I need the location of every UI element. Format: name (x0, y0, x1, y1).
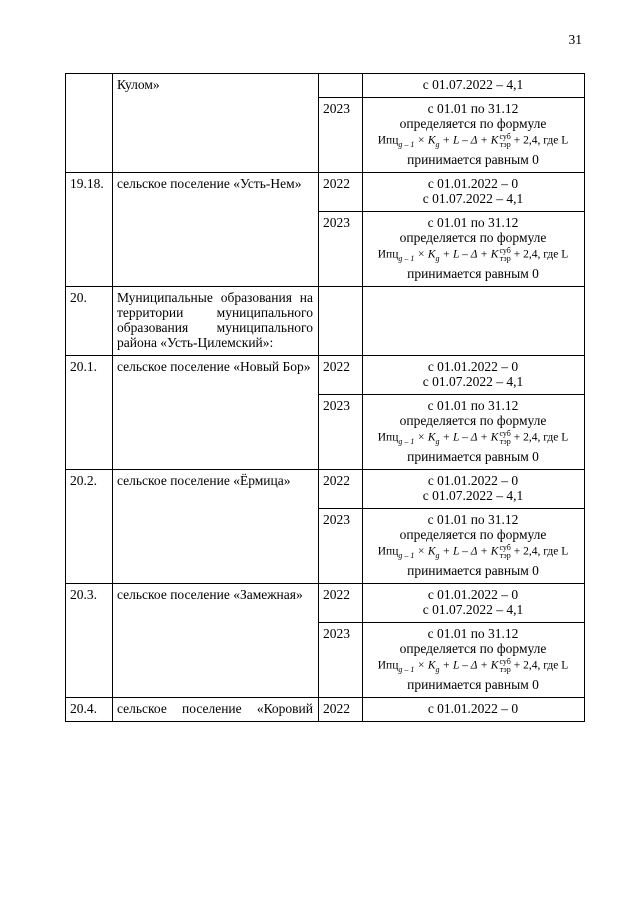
row-number: 20.2. (66, 469, 113, 583)
period-description (363, 172, 585, 211)
row-number: 20.3. (66, 583, 113, 697)
period-line: с 01.07.2022 – 4,1 (422, 373, 524, 389)
formula-k-sub: g (435, 550, 440, 560)
municipality-name: сельское поселение «Коровий (113, 697, 319, 721)
period-description (363, 74, 585, 98)
price-formula (378, 658, 569, 677)
price-formula (378, 133, 569, 152)
formula-prefix-sub: g – 1 (398, 253, 415, 263)
period-year: 2022 (319, 469, 363, 508)
formula-line (367, 131, 579, 152)
period-line: с 01.01.2022 – 0 (427, 175, 519, 191)
row-number: 20.1. (66, 355, 113, 469)
formula-prefix: Ипц (377, 134, 399, 147)
period-year: 2022 (319, 697, 363, 721)
formula-k-sub2: тэр (499, 550, 511, 560)
municipality-name: Кулом» (113, 74, 319, 173)
period-year (319, 286, 363, 355)
period-year: 2022 (319, 355, 363, 394)
formula-middle: + L – Δ + K (439, 431, 499, 444)
price-formula (378, 247, 569, 266)
row-number: 19.18. (66, 172, 113, 286)
formula-k-index (499, 658, 510, 674)
period-year: 2023 (319, 394, 363, 469)
period-description (363, 508, 585, 583)
municipality-name: сельское поселение «Ёрмица» (113, 469, 319, 583)
formula-suffix: + 2,4, где L (510, 545, 569, 558)
formula-k-index (499, 544, 510, 560)
formula-k-sub2: тэр (499, 253, 511, 263)
period-line: с 01.01 по 31.12 (427, 397, 519, 413)
row-number: 20.4. (66, 697, 113, 721)
row-number: 20. (66, 286, 113, 355)
formula-k-sub2: тэр (499, 436, 511, 446)
table-row (66, 697, 585, 721)
period-line: с 01.01.2022 – 0 (427, 358, 519, 374)
formula-k-sub: g (435, 664, 440, 674)
formula-k-sub: g (435, 436, 440, 446)
period-line: определяется по формуле (399, 229, 547, 245)
formula-k-sup: суб (499, 542, 511, 552)
table-row (66, 74, 585, 98)
period-line: определяется по формуле (399, 116, 547, 131)
formula-middle: + L – Δ + K (439, 545, 499, 558)
period-line: с 01.01.2022 – 0 (427, 586, 519, 602)
table-row (66, 172, 585, 211)
period-year: 2023 (319, 508, 363, 583)
period-line: с 01.07.2022 – 4,1 (422, 487, 524, 503)
period-note: принимается равным 0 (407, 676, 539, 692)
period-description (363, 286, 585, 355)
formula-prefix-sub: g – 1 (398, 550, 415, 560)
table-row (66, 355, 585, 394)
formula-k-sub2: тэр (499, 140, 511, 149)
period-description (363, 211, 585, 286)
period-line: с 01.07.2022 – 4,1 (422, 601, 524, 617)
period-year: 2023 (319, 98, 363, 173)
formula-middle: + L – Δ + K (439, 134, 499, 147)
period-description (363, 394, 585, 469)
formula-middle: + L – Δ + K (439, 659, 499, 672)
formula-body: × K (414, 545, 436, 558)
formula-line (367, 428, 579, 449)
municipality-name: сельское поселение «Усть-Нем» (113, 172, 319, 286)
period-description (363, 98, 585, 173)
period-year: 2023 (319, 622, 363, 697)
formula-k-index (499, 430, 510, 446)
period-line: определяется по формуле (399, 526, 547, 542)
table-row (66, 583, 585, 622)
formula-k-sub: g (435, 253, 440, 263)
period-line: определяется по формуле (399, 412, 547, 428)
formula-k-sup: суб (499, 132, 511, 141)
formula-line (367, 245, 579, 266)
formula-body: × K (414, 431, 436, 444)
price-formula (378, 430, 569, 449)
formula-middle: + L – Δ + K (439, 248, 499, 261)
period-line: с 01.01 по 31.12 (427, 625, 519, 641)
period-year: 2022 (319, 583, 363, 622)
row-number (66, 74, 113, 173)
period-line: определяется по формуле (399, 640, 547, 656)
municipality-name: сельское поселение «Новый Бор» (113, 355, 319, 469)
formula-body: × K (414, 134, 436, 147)
period-description (363, 622, 585, 697)
formula-prefix-sub: g – 1 (398, 436, 415, 446)
period-line: с 01.01.2022 – 0 (427, 700, 519, 716)
period-description (363, 697, 585, 721)
period-note: принимается равным 0 (407, 448, 539, 464)
period-description (363, 583, 585, 622)
formula-k-sub: g (435, 139, 440, 149)
formula-line (367, 656, 579, 677)
formula-prefix-sub: g – 1 (398, 664, 415, 674)
tariff-schedule-table (65, 73, 585, 722)
formula-suffix: + 2,4, где L (510, 248, 569, 261)
period-line: с 01.01 по 31.12 (427, 511, 519, 527)
formula-body: × K (414, 659, 436, 672)
period-year (319, 74, 363, 98)
period-year: 2023 (319, 211, 363, 286)
formula-suffix: + 2,4, где L (510, 134, 569, 147)
formula-k-index (499, 247, 510, 263)
formula-k-sup: суб (499, 245, 511, 255)
price-formula (378, 544, 569, 563)
period-description (363, 469, 585, 508)
formula-suffix: + 2,4, где L (510, 431, 569, 444)
period-note: принимается равным 0 (407, 562, 539, 578)
period-line: с 01.01.2022 – 0 (427, 472, 519, 488)
period-line: с 01.01 по 31.12 (427, 214, 519, 230)
formula-prefix-sub: g – 1 (398, 139, 415, 149)
formula-body: × K (414, 248, 436, 261)
period-description (363, 355, 585, 394)
period-note: принимается равным 0 (407, 151, 539, 167)
period-year: 2022 (319, 172, 363, 211)
period-line: с 01.01 по 31.12 (427, 101, 519, 116)
period-line: с 01.07.2022 – 4,1 (422, 190, 524, 206)
formula-prefix: Ипц (377, 545, 399, 558)
formula-prefix: Ипц (377, 659, 399, 672)
table-row (66, 469, 585, 508)
page-number: 31 (568, 32, 582, 47)
municipality-name: Муниципальные образования на территории муниципального образования муниципального района «Усть-Цилемский»: (113, 286, 319, 355)
formula-k-sup: суб (499, 656, 511, 666)
formula-prefix: Ипц (377, 431, 399, 444)
formula-k-sub2: тэр (499, 664, 511, 674)
formula-suffix: + 2,4, где L (510, 659, 569, 672)
formula-line (367, 542, 579, 563)
period-line: с 01.07.2022 – 4,1 (422, 77, 524, 92)
period-note: принимается равным 0 (407, 265, 539, 281)
formula-k-index (499, 133, 510, 149)
municipality-name: сельское поселение «Замежная» (113, 583, 319, 697)
formula-k-sup: суб (499, 428, 511, 438)
formula-prefix: Ипц (377, 248, 399, 261)
table-row (66, 286, 585, 355)
